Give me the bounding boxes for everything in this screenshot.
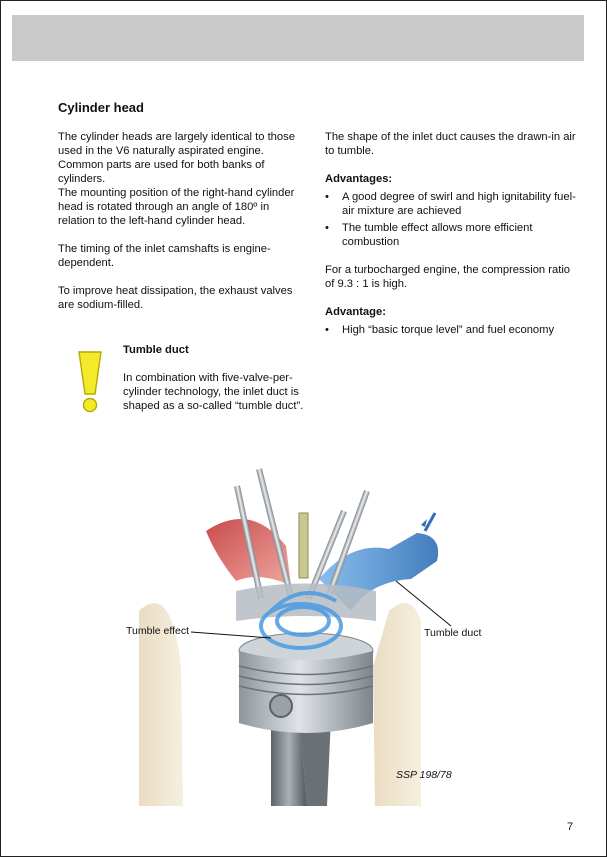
exclamation-icon	[76, 350, 104, 414]
paragraph: The cylinder heads are largely identical to those used in the V6 naturally aspirated engine. Common parts are used for both banks of cylinders.	[58, 131, 295, 185]
advantage-heading: Advantage:	[325, 306, 386, 318]
page-number: 7	[567, 821, 574, 833]
figure-caption: SSP 198/78	[396, 769, 452, 781]
advantages-heading: Advantages:	[325, 173, 393, 185]
header-band	[12, 15, 584, 61]
paragraph: To improve heat dissipation, the exhaust valves are sodium-filled.	[58, 285, 293, 311]
note-text: In combination with five-valve-per-cylinder technology, the inlet duct is shaped as a so-called “tumble duct”.	[123, 372, 304, 412]
list-item-text: The tumble effect allows more efficient combustion	[342, 222, 533, 248]
label-tumble-effect: Tumble effect	[126, 625, 190, 637]
paragraph: The mounting position of the right-hand cylinder head is rotated through an angle of 180º in relation to the left-hand cylinder head.	[58, 187, 295, 227]
advantages-list	[325, 190, 577, 249]
list-item	[325, 323, 577, 337]
bullet: •	[325, 191, 329, 203]
paragraph: The shape of the inlet duct causes the drawn-in air to tumble.	[325, 131, 576, 157]
label-tumble-duct: Tumble duct	[424, 627, 482, 639]
list-item	[325, 221, 577, 249]
bullet: •	[325, 222, 329, 234]
bullet: •	[325, 324, 329, 336]
right-column	[325, 130, 577, 351]
list-item	[325, 190, 577, 218]
left-column	[58, 130, 303, 326]
tumble-duct-note	[123, 343, 308, 413]
label-leader-left	[191, 632, 271, 638]
advantage-list	[325, 323, 577, 337]
page-title: Cylinder head	[58, 100, 144, 115]
list-item-text: High “basic torque level” and fuel economy	[342, 324, 555, 336]
paragraph: For a turbocharged engine, the compression ratio of 9.3 : 1 is high.	[325, 264, 571, 290]
list-item-text: A good degree of swirl and high ignitability fuel-air mixture are achieved	[342, 191, 576, 217]
paragraph: The timing of the inlet camshafts is engine-dependent.	[58, 243, 271, 269]
note-heading: Tumble duct	[123, 344, 189, 356]
